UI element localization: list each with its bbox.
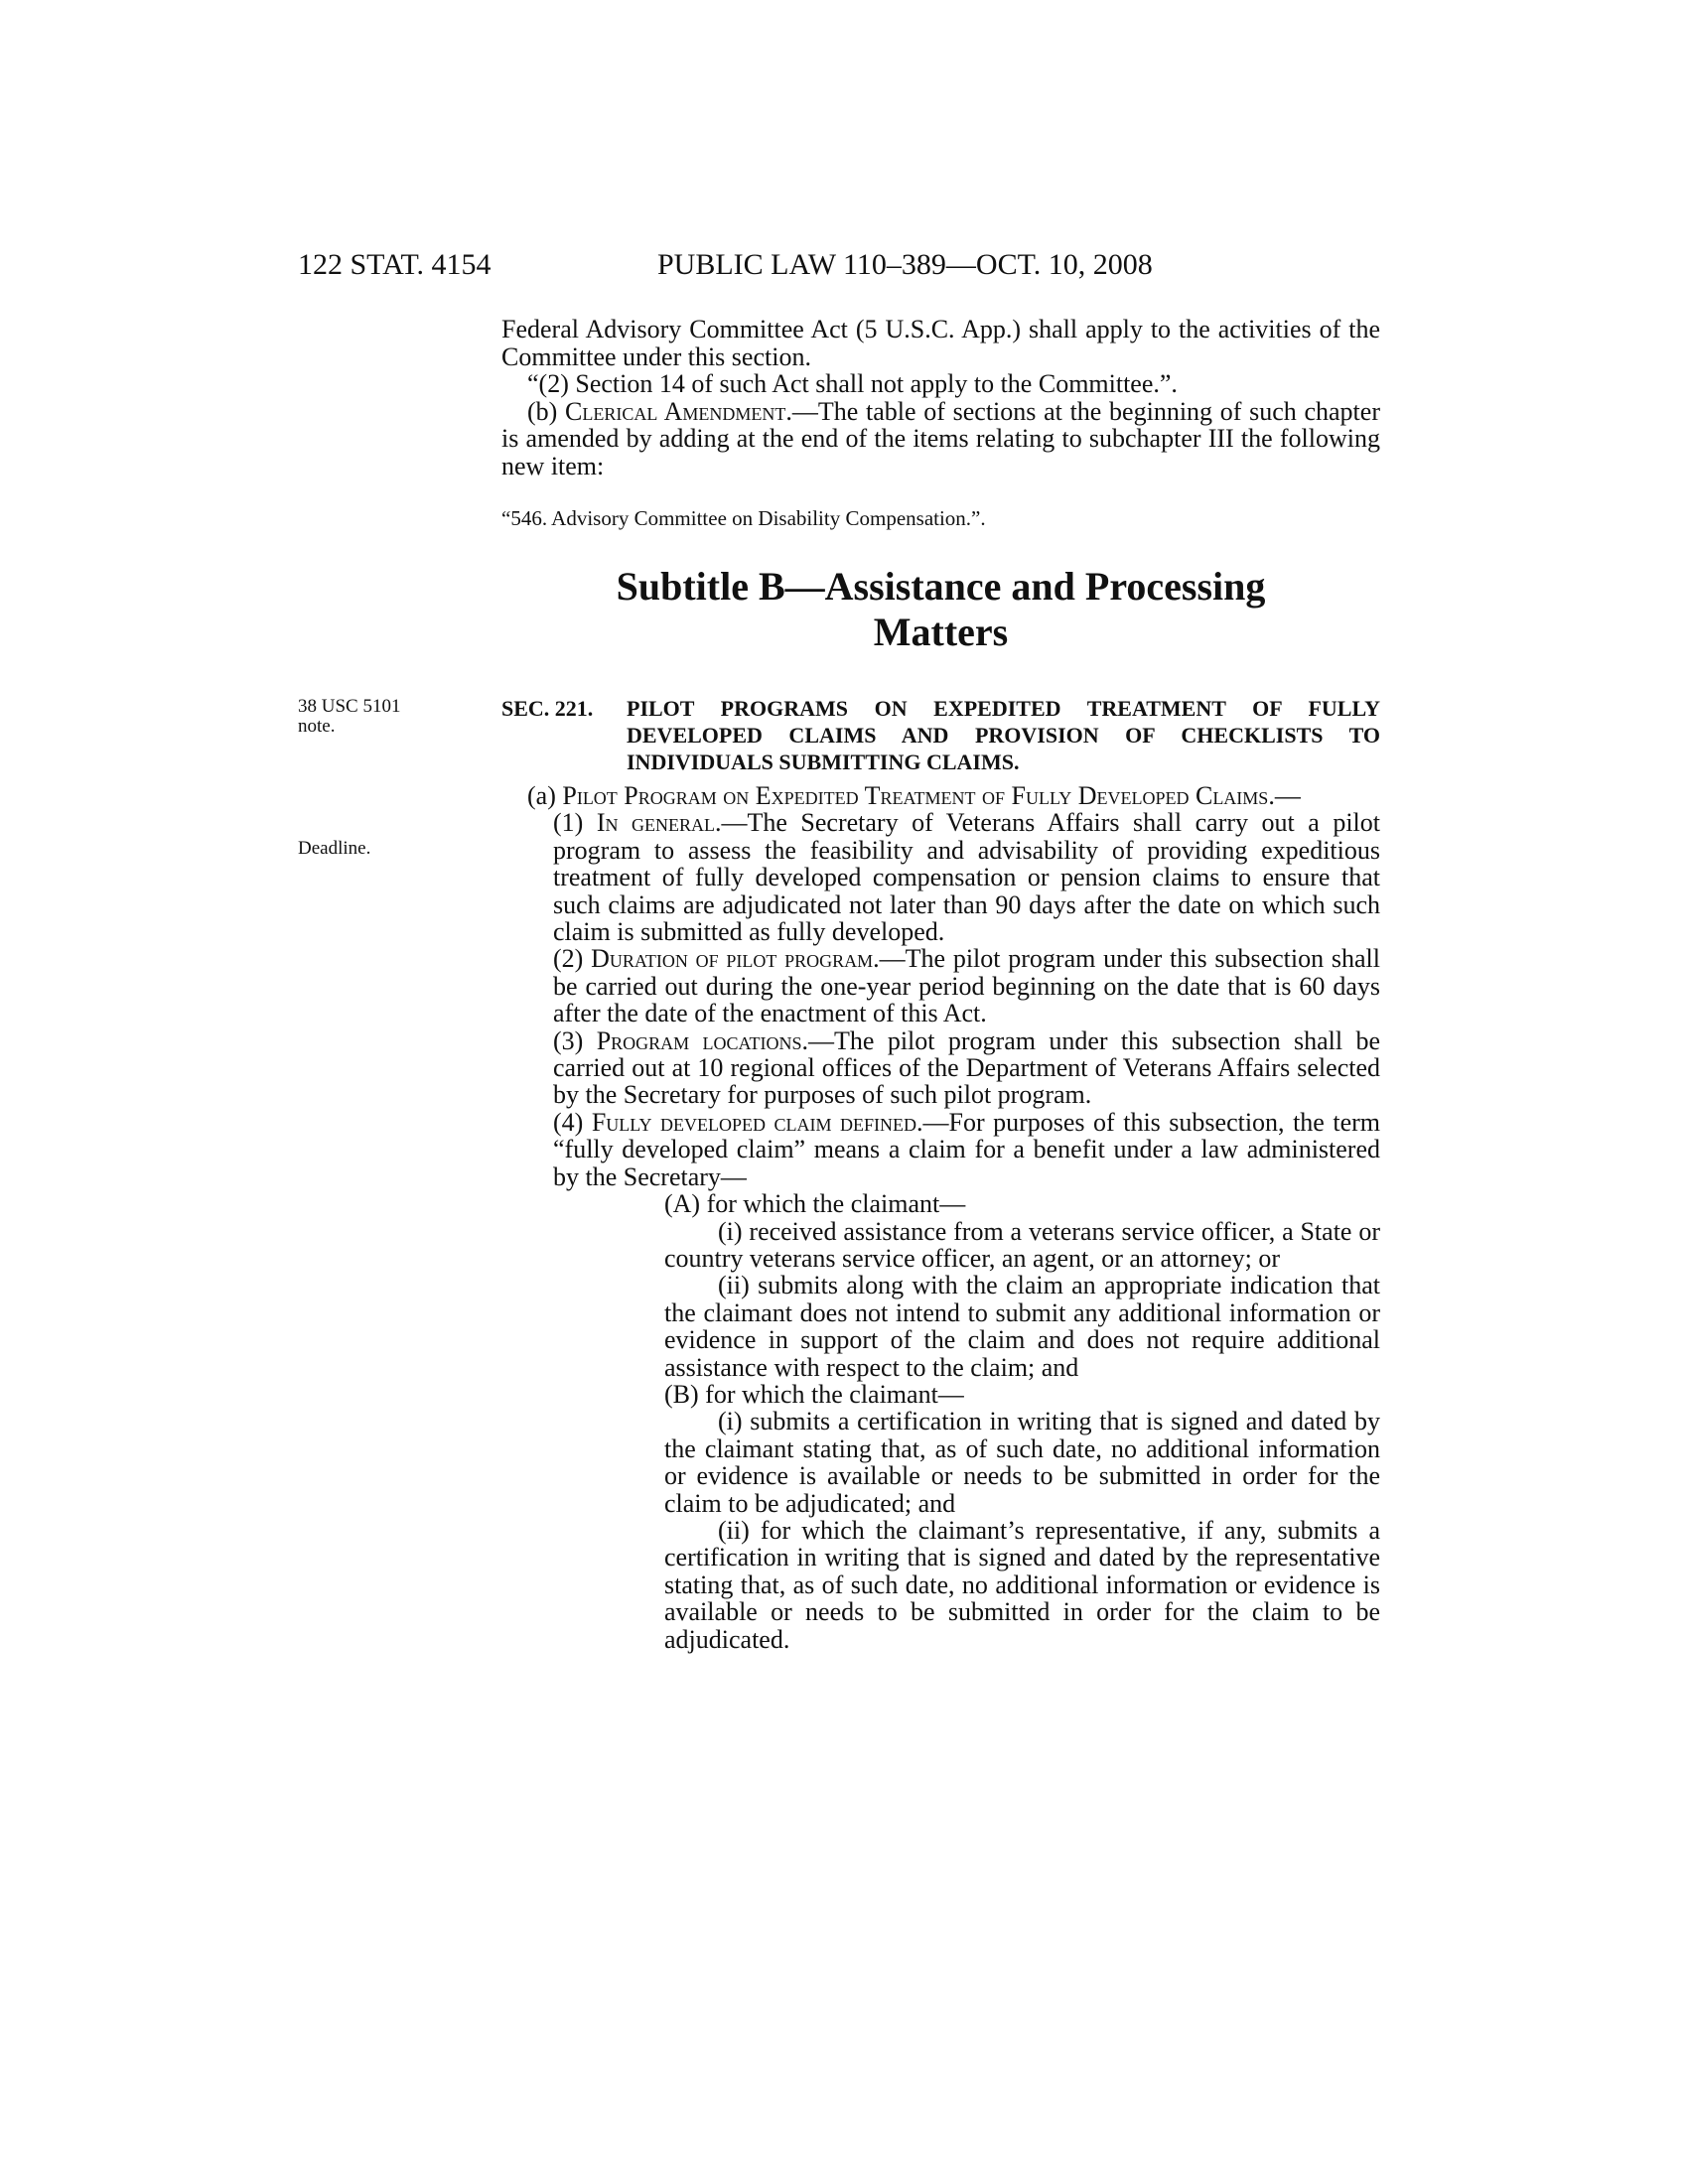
paragraph-4-text: .—For purposes of this subsection, the term “fully developed claim” means a claim for a benefit under a law administered by the Secretary—: [553, 1107, 1380, 1191]
paragraph-1-text: .—The Secretary of Veterans Affairs shall carry out a pilot program to assess the feasibility and advisability of providing expeditious treatment of fully developed compensation or pension claims to ensure that such claims are adjudicated not later than 90 days after the date on which such claim is submitted as fully developed.: [553, 808, 1380, 947]
paragraph-3-lead: (3): [553, 1025, 597, 1055]
page-header: [298, 248, 1291, 288]
paragraph-4-lead: (4): [553, 1107, 592, 1137]
subtitle-line-2: Matters: [873, 610, 1009, 654]
clerical-label: Clerical Amendment: [565, 396, 786, 426]
paragraph-2-lead: (2): [553, 944, 592, 974]
stat-page-number: 122 STAT. 4154: [298, 248, 492, 281]
paragraph-1-lead: (1): [553, 808, 597, 838]
subtitle-line-1: Subtitle B—Assistance and Processing: [616, 564, 1266, 609]
paragraph-4-label: Fully developed claim defined: [591, 1107, 916, 1137]
section-number: SEC. 221.: [501, 696, 594, 721]
section-title: PILOT PROGRAMS ON EXPEDITED TREATMENT OF FULLY DEVELOPED CLAIMS AND PROVISION OF CHECKLISTS TO INDIVIDUALS SUBMITTING CLAIMS.: [627, 696, 1380, 774]
clause-B-ii: (ii) for which the claimant’s representative, if any, submits a certification in writing that is signed and dated by the representative stating that, as of such date, no additional information or evidence is available or needs to be submitted in order for the claim to be adjudicated.: [664, 1515, 1380, 1654]
table-of-sections-item: “546. Advisory Committee on Disability Compensation.”.: [501, 506, 986, 530]
subsection-a-dash: .—: [1268, 781, 1301, 810]
paragraph-3-text: .—The pilot program under this subsection shall be carried out at 10 regional offices of the Department of Veterans Affairs selected by the Secretary for purposes of such pilot program.: [553, 1025, 1380, 1110]
subsection-a-heading: [501, 782, 1380, 809]
paragraph-3-label: Program locations: [596, 1025, 802, 1055]
clause-A: (A) for which the claimant—: [664, 1189, 966, 1219]
margin-note-deadline: Deadline.: [298, 838, 371, 859]
paragraph-section-14: “(2) Section 14 of such Act shall not apply to the Committee.”.: [527, 369, 1178, 398]
clerical-text: .—The table of sections at the beginning of such chapter is amended by adding at the end of the items relating to subchapter III the following new item:: [501, 396, 1380, 480]
clause-A-ii: (ii) submits along with the claim an appropriate indication that the claimant does not intend to submit any additional information or evidence in support of the claim and does not require additional assistance with respect to the claim; and: [664, 1271, 1380, 1382]
clause-A-i: (i) received assistance from a veterans service officer, a State or country veterans service officer, an agent, or an attorney; or: [664, 1216, 1380, 1273]
paragraph-clerical-amendment: [501, 398, 1380, 480]
section-body: [501, 782, 1380, 1653]
margin-note-usc-line1: 38 USC 5101: [298, 696, 401, 717]
paragraph-3: [501, 1027, 1380, 1109]
subsection-a-lead: (a): [527, 781, 563, 810]
paragraph-1: [501, 809, 1380, 945]
subsection-a-label: Pilot Program on Expedited Treatment of Fully Developed Claims: [562, 781, 1269, 810]
margin-note-usc: [298, 697, 400, 737]
paragraph-4: [501, 1109, 1380, 1190]
public-law-citation: PUBLIC LAW 110–389—OCT. 10, 2008: [657, 248, 1153, 281]
margin-note-usc-line2: note.: [298, 716, 336, 737]
clause-B: (B) for which the claimant—: [664, 1379, 964, 1409]
paragraph-1-label: In general: [596, 808, 715, 838]
paragraph-continued: Federal Advisory Committee Act (5 U.S.C. App.) shall apply to the activities of the Committee under this section.: [501, 315, 1380, 371]
clause-B-i: (i) submits a certification in writing that is signed and dated by the claimant stating that, as of such date, no additional information or evidence is available or needs to be submitted in order for the claim to be adjudicated; and: [664, 1407, 1380, 1518]
paragraph-2-label: Duration of pilot program: [591, 944, 874, 974]
continued-text: [501, 316, 1380, 479]
clerical-lead: (b): [527, 396, 566, 426]
paragraph-2-text: .—The pilot program under this subsection shall be carried out during the one-year period beginning on the date that is 60 days after the date of the enactment of this Act.: [553, 944, 1380, 1028]
subtitle-heading: [501, 564, 1380, 655]
paragraph-2: [501, 945, 1380, 1026]
